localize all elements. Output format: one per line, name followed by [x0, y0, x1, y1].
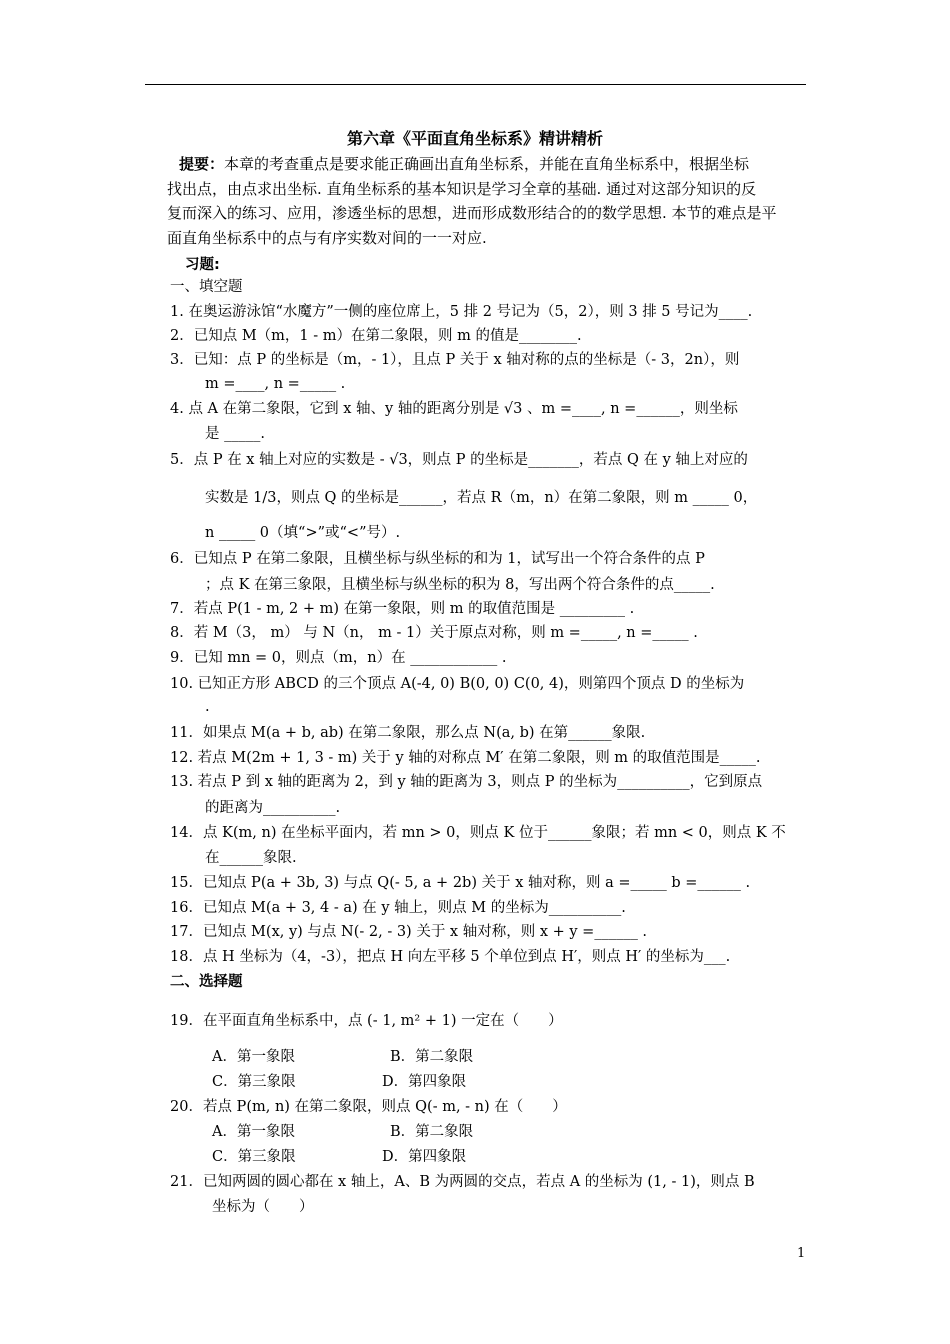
exercises-heading: 习题: — [185, 257, 220, 273]
section-fill-in: 一、填空题 — [170, 279, 243, 295]
question-12: 12. 若点 M(2m + 1, 3 - m) 关于 y 轴的对称点 M′ 在第二象限，则 m 的取值范围是_____. — [170, 750, 761, 766]
page-number: 1 — [797, 1246, 806, 1261]
q20-option-c: C．第三象限 — [212, 1149, 296, 1165]
question-8: 8．若 M（3， m） 与 N（n， m - 1）关于原点对称，则 m =_____, n =_____ . — [170, 625, 698, 641]
question-7: 7．若点 P(1 - m, 2 + m) 在第一象限，则 m 的取值范围是 _________ . — [170, 601, 635, 617]
question-5-line-1: 5．点 P 在 x 轴上对应的实数是 - √3，则点 P 的坐标是_______，若点 Q 在 y 轴上对应的 — [170, 452, 748, 468]
question-21-line-2: 坐标为（ ） — [212, 1199, 314, 1215]
abstract-line-3: 复而深入的练习、应用，渗透坐标的思想，进而形成数形结合的的数学思想. 本节的难点是平 — [167, 204, 777, 222]
question-13-line-2: 的距离为__________. — [205, 800, 341, 816]
question-6-line-2: ；点 K 在第三象限，且横坐标与纵坐标的积为 8，写出两个符合条件的点_____. — [205, 577, 715, 593]
question-19: 19．在平面直角坐标系中，点 (- 1, m² + 1) 一定在（ ） — [170, 1013, 563, 1029]
question-16: 16．已知点 M(a + 3, 4 - a) 在 y 轴上，则点 M 的坐标为__________. — [170, 900, 626, 916]
page-title: 第六章《平面直角坐标系》精讲精析 — [346, 129, 603, 148]
question-17: 17．已知点 M(x, y) 与点 N(- 2, - 3) 关于 x 轴对称，则 x + y =______ . — [170, 924, 648, 940]
question-5-line-3: n _____ 0（填“>”或“<”号）. — [205, 525, 401, 541]
question-5-line-2: 实数是 1/3，则点 Q 的坐标是______，若点 R（m，n）在第二象限，则 m _____ 0， — [205, 490, 758, 506]
abstract-label: 提要： — [179, 155, 225, 173]
q20-option-a: A．第一象限 — [212, 1124, 295, 1140]
q19-option-a: A．第一象限 — [212, 1049, 295, 1065]
question-9: 9．已知 mn = 0，则点（m，n）在 ____________ . — [170, 650, 507, 666]
question-15: 15．已知点 P(a + 3b, 3) 与点 Q(- 5, a + 2b) 关于 x 轴对称，则 a =_____ b =______ . — [170, 875, 751, 891]
question-4-line-1: 4. 点 A 在第二象限，它到 x 轴、y 轴的距离分别是 √3 、m =____, n =______，则坐标 — [170, 401, 738, 417]
abstract-line-1: 本章的考查重点是要求能正确画出直角坐标系，并能在直角坐标系中，根据坐标 — [224, 155, 750, 173]
question-2: 2．已知点 M（m，1 - m）在第二象限，则 m 的值是________. — [170, 328, 582, 344]
section-multiple-choice: 二、选择题 — [170, 974, 243, 990]
question-11: 11．如果点 M(a + b, ab) 在第二象限，那么点 N(a, b) 在第______象限. — [170, 725, 646, 741]
question-21-line-1: 21．已知两圆的圆心都在 x 轴上，A、B 为两圆的交点，若点 A 的坐标为 (1, - 1)，则点 B — [170, 1174, 755, 1190]
question-10-line-1: 10. 已知正方形 ABCD 的三个顶点 A(-4, 0) B(0, 0) C(0, 4)，则第四个顶点 D 的坐标为 — [170, 676, 745, 692]
question-4-line-2: 是 _____. — [205, 426, 265, 442]
q19-option-c: C．第三象限 — [212, 1074, 296, 1090]
question-1: 1. 在奥运游泳馆“水魔方”一侧的座位席上，5 排 2 号记为（5，2），则 3 排 5 号记为____. — [170, 304, 753, 320]
q19-option-b: B．第二象限 — [390, 1049, 474, 1065]
abstract-line-4: 面直角坐标系中的点与有序实数对间的一一对应. — [167, 228, 487, 247]
question-3-line-2: m =____, n =_____ . — [205, 376, 346, 392]
q20-option-d: D．第四象限 — [382, 1149, 467, 1165]
question-3-line-1: 3．已知：点 P 的坐标是（m，- 1），且点 P 关于 x 轴对称的点的坐标是（- 3，2n），则 — [170, 352, 740, 368]
question-6-line-1: 6．已知点 P 在第二象限，且横坐标与纵坐标的和为 1，试写出一个符合条件的点 P — [170, 551, 705, 567]
abstract — [167, 152, 807, 250]
question-10-line-2: . — [205, 699, 210, 715]
header-rule — [145, 84, 806, 85]
abstract-line-2: 找出点，由点求出坐标. 直角坐标系的基本知识是学习全章的基础. 通过对这部分知识的反 — [167, 179, 757, 198]
question-13-line-1: 13. 若点 P 到 x 轴的距离为 2，到 y 轴的距离为 3，则点 P 的坐标为__________，它到原点 — [170, 774, 763, 790]
question-18: 18．点 H 坐标为（4，-3），把点 H 向左平移 5 个单位到点 H′，则点 H′ 的坐标为___. — [170, 949, 731, 965]
question-14-line-1: 14．点 K(m, n) 在坐标平面内，若 mn > 0，则点 K 位于______象限；若 mn < 0，则点 K 不 — [170, 825, 786, 841]
q19-option-d: D．第四象限 — [382, 1074, 467, 1090]
question-14-line-2: 在______象限. — [205, 850, 297, 866]
question-20: 20．若点 P(m, n) 在第二象限，则点 Q(- m, - n) 在（ ） — [170, 1099, 567, 1115]
q20-option-b: B．第二象限 — [390, 1124, 474, 1140]
